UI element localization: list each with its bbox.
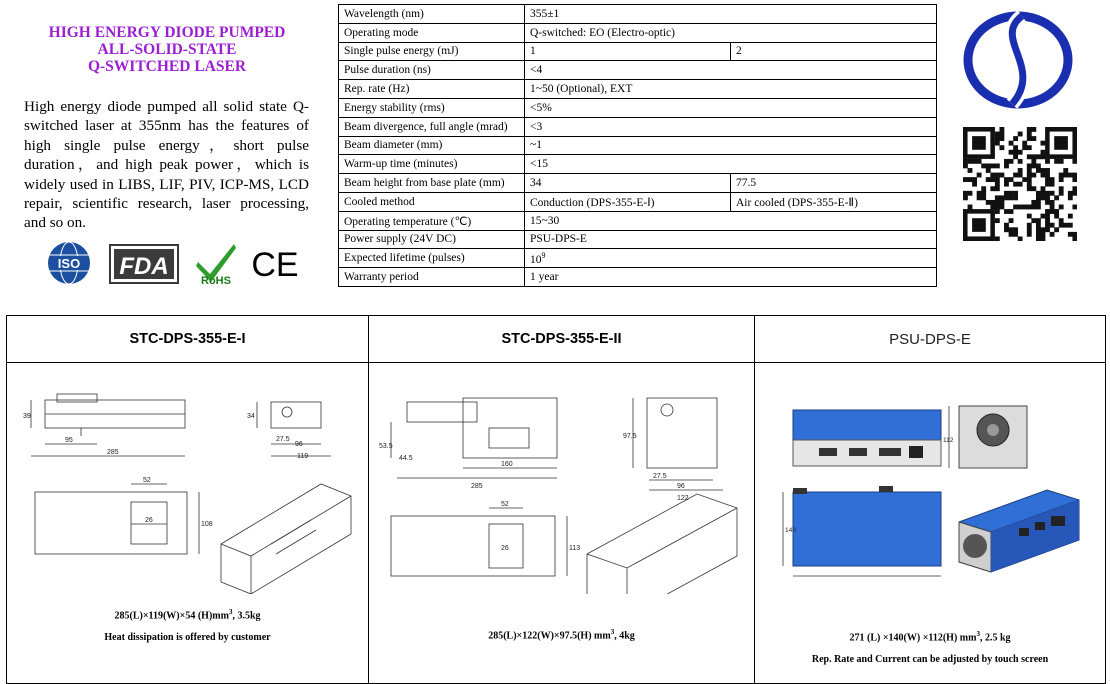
rohs-icon (194, 240, 238, 286)
dim-label: 27.5 (276, 436, 290, 443)
spec-value-2: 2 (731, 42, 937, 61)
iso-icon (46, 240, 92, 286)
model-caption (755, 630, 1105, 643)
dim-label: 113 (569, 545, 581, 552)
dim-label: 34 (247, 413, 255, 420)
model-column-psu (754, 316, 1105, 684)
spec-row-warranty (339, 268, 937, 287)
spec-row-beam-divergence (339, 117, 937, 136)
dim-label: 52 (501, 501, 509, 508)
spec-param: Cooled method (339, 192, 525, 211)
dim-label: 53.5 (379, 443, 393, 450)
fda-icon (109, 244, 179, 284)
ce-icon (251, 246, 299, 280)
lifetime-base: 10 (530, 253, 542, 266)
dim-label: 52 (143, 477, 151, 484)
spec-value: 355±1 (525, 5, 937, 24)
ce-label: CE (251, 246, 299, 280)
lifetime-exponent: 9 (541, 250, 546, 260)
dim-label: 140 (785, 527, 796, 534)
dim-label: 39 (23, 413, 31, 420)
spec-row-power-supply (339, 230, 937, 249)
dim-label: 122 (677, 495, 689, 502)
fda-label: FDA (119, 253, 169, 280)
spec-param: Rep. rate (Hz) (339, 80, 525, 99)
dim-label: 95 (65, 437, 73, 444)
spec-param: Pulse duration (ns) (339, 61, 525, 80)
spec-row-beam-height (339, 174, 937, 193)
spec-param: Beam divergence, full angle (mrad) (339, 117, 525, 136)
rohs-label: RoHS (201, 275, 231, 286)
spec-param: Expected lifetime (pulses) (339, 249, 525, 268)
model-drawings-table (6, 315, 1106, 684)
caption-unit-exponent: 3 (976, 630, 980, 638)
dim-label: 160 (501, 461, 513, 468)
title-line-2: ALL-SOLID-STATE (97, 41, 237, 58)
spec-value: <5% (525, 98, 937, 117)
spec-row-wavelength (339, 5, 937, 24)
spec-row-pulse-duration (339, 61, 937, 80)
model-name: PSU-DPS-E (755, 316, 1105, 363)
spec-param: Operating temperature (℃) (339, 211, 525, 230)
spec-row-operating-temperature (339, 211, 937, 230)
dim-label: 96 (295, 441, 303, 448)
dim-label: 26 (145, 517, 153, 524)
caption-dims: 271 (L) ×140(W) ×112(H) mm (849, 632, 977, 644)
spec-row-lifetime (339, 249, 937, 268)
caption-weight: , 4kg (614, 630, 635, 642)
spec-param: Operating mode (339, 23, 525, 42)
spec-value: 1~50 (Optional), EXT (525, 80, 937, 99)
spec-value-2: Air cooled (DPS-355-E-Ⅱ) (731, 192, 937, 211)
product-description: High energy diode pumped all solid state Q-switched laser at 355nm has the features of high single pulse energy，short pulse duration，and high peak power，which is widely used in LIBS, LIF, PIV, ICP-MS, LCD repair, scientific research, laser processing, and so on. (24, 98, 309, 232)
spec-row-pulse-energy (339, 42, 937, 61)
spec-value: <15 (525, 155, 937, 174)
spec-row-operating-mode (339, 23, 937, 42)
caption-weight: , 2.5 kg (979, 632, 1011, 644)
spec-value: 15~30 (525, 211, 937, 230)
qr-code-icon (963, 127, 1077, 241)
spec-value: Q-switched: EO (Electro-optic) (525, 23, 937, 42)
model-column-e-ii (368, 316, 754, 684)
spec-value: <4 (525, 61, 937, 80)
drawing-e-ii (377, 384, 749, 594)
dim-label: 27.5 (653, 473, 667, 480)
dim-label: 119 (297, 453, 309, 460)
spec-value: <3 (525, 117, 937, 136)
spec-value: PSU-DPS-E (525, 230, 937, 249)
spec-value (525, 249, 937, 268)
model-name: STC-DPS-355-E-I (7, 316, 368, 363)
spec-row-cooled-method (339, 192, 937, 211)
spec-param: Single pulse energy (mJ) (339, 42, 525, 61)
spec-param: Beam diameter (mm) (339, 136, 525, 155)
spec-param: Warranty period (339, 268, 525, 287)
spec-param: Warm-up time (minutes) (339, 155, 525, 174)
dim-label: 96 (677, 483, 685, 490)
drawing-e-i (21, 384, 361, 594)
spec-value: 34 (525, 174, 731, 193)
dim-label: 112 (943, 437, 954, 444)
dim-label: 108 (201, 521, 213, 528)
spec-row-rep-rate (339, 80, 937, 99)
iso-label: ISO (57, 256, 81, 271)
caption-weight: , 3.5kg (232, 610, 261, 622)
spec-param: Power supply (24V DC) (339, 230, 525, 249)
caption-unit-exponent: 3 (610, 628, 615, 636)
model-note: Heat dissipation is offered by customer (104, 632, 271, 643)
model-caption (369, 628, 754, 641)
dim-label: 285 (107, 449, 119, 456)
dim-label: 44.5 (399, 455, 413, 462)
drawing-psu (779, 400, 1089, 600)
model-caption (7, 608, 368, 621)
dim-label: 285 (471, 483, 483, 490)
model-note: Rep. Rate and Current can be adjusted by touch screen (811, 654, 1049, 665)
dim-label: 97.5 (623, 433, 637, 440)
spec-param: Energy stability (rms) (339, 98, 525, 117)
product-title (22, 24, 312, 75)
spec-value-2: 77.5 (731, 174, 937, 193)
title-line-3: Q-SWITCHED LASER (87, 58, 247, 75)
caption-dims: 285(L)×122(W)×97.5(H) mm (488, 630, 611, 642)
spec-value: 1 year (525, 268, 937, 287)
caption-dims: 285(L)×119(W)×54 (H)mm (114, 610, 229, 622)
title-line-1: HIGH ENERGY DIODE PUMPED (48, 24, 286, 41)
spec-value: Conduction (DPS-355-E-Ⅰ) (525, 192, 731, 211)
model-name: STC-DPS-355-E-II (369, 316, 754, 363)
dim-label: 26 (501, 545, 509, 552)
model-column-e-i (7, 316, 368, 684)
spec-row-energy-stability (339, 98, 937, 117)
specification-table (338, 4, 937, 287)
spec-param: Wavelength (nm) (339, 5, 525, 24)
spec-row-warm-up (339, 155, 937, 174)
caption-unit-exponent: 3 (228, 608, 233, 616)
company-logo-icon (962, 8, 1074, 112)
spec-row-beam-diameter (339, 136, 937, 155)
spec-value: ~1 (525, 136, 937, 155)
spec-param: Beam height from base plate (mm) (339, 174, 525, 193)
spec-value: 1 (525, 42, 731, 61)
